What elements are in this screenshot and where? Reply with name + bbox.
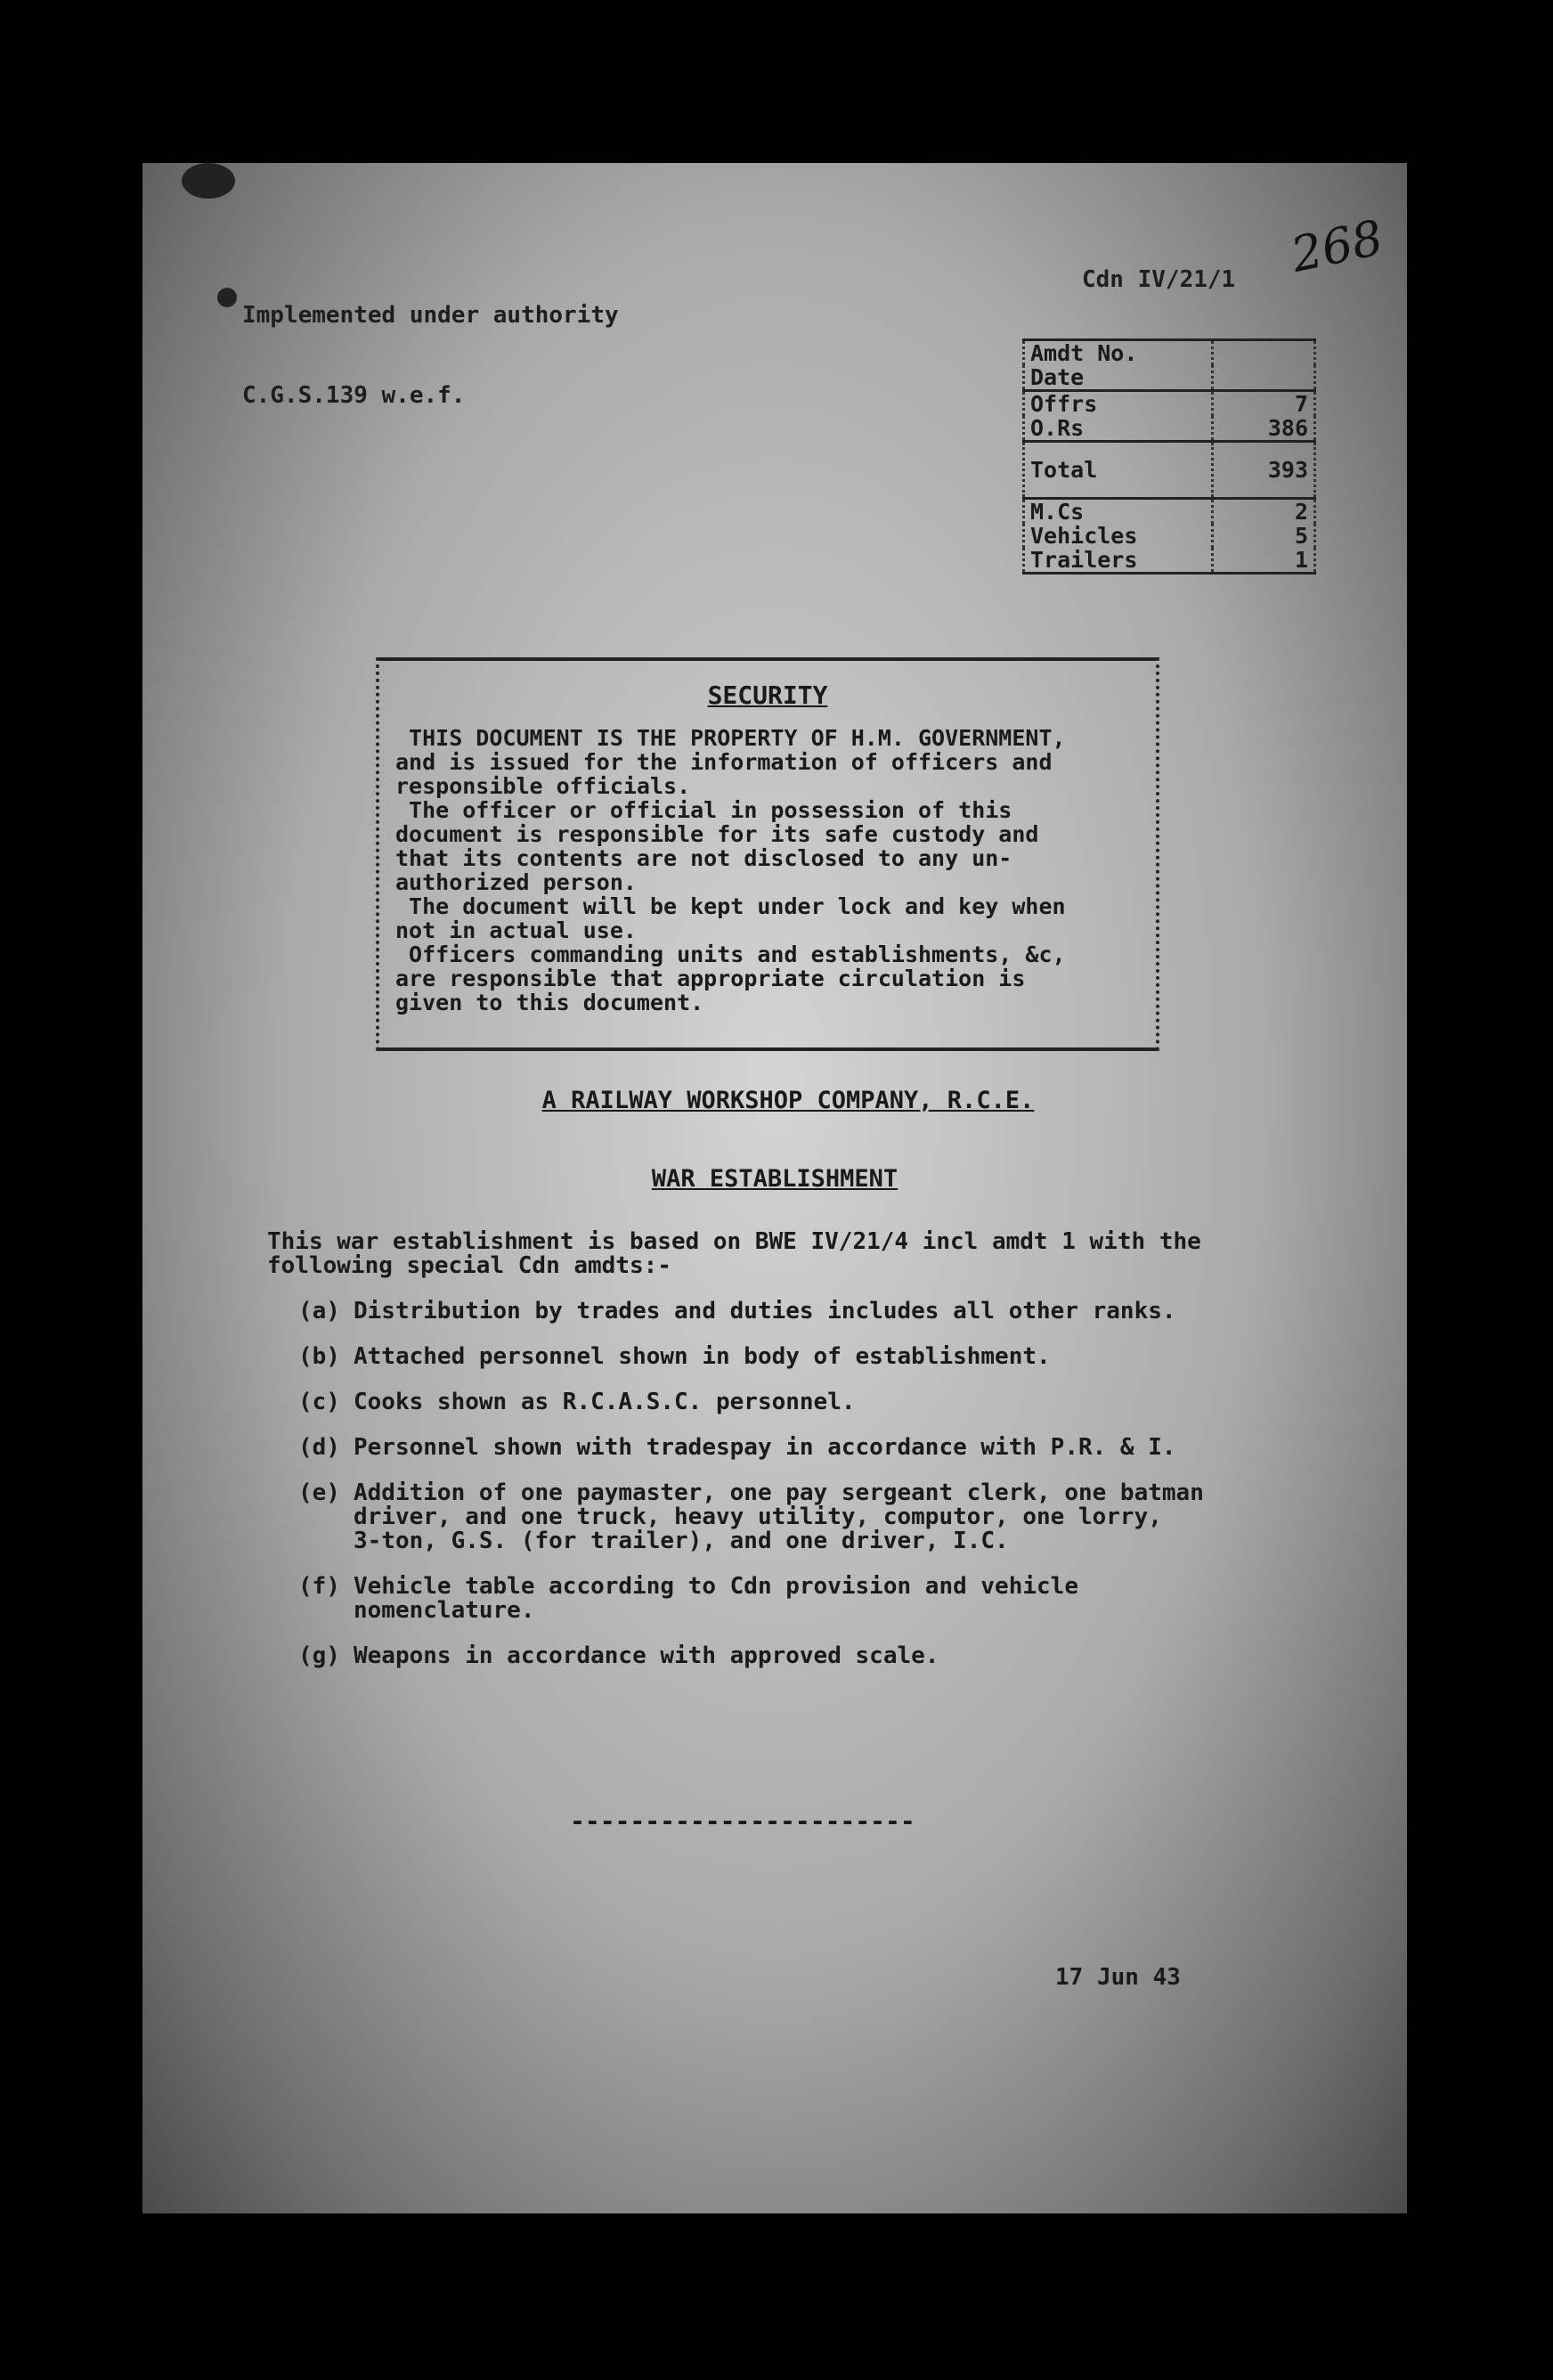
list-item-text: Attached personnel shown in body of establishment.: [354, 1343, 1051, 1370]
list-item: [298, 1300, 1349, 1324]
amendment-value: 5: [1213, 524, 1315, 548]
list-item-label: (f): [298, 1573, 340, 1600]
amendment-table: [1022, 338, 1316, 575]
security-line: Officers commanding units and establishments, &c,: [395, 941, 1066, 967]
ink-stain: [217, 288, 237, 307]
document-reference: Cdn IV/21/1: [1082, 266, 1236, 293]
list-item-label: (c): [298, 1389, 340, 1415]
list-item-label: (d): [298, 1434, 340, 1461]
amendment-row: [1024, 442, 1315, 499]
security-line: THIS DOCUMENT IS THE PROPERTY OF H.M. GOVERNMENT,: [395, 725, 1066, 751]
amendment-row: [1024, 365, 1315, 391]
separator-line: -----------------------: [570, 1806, 915, 1836]
security-line: The officer or official in possession of this: [395, 797, 1012, 823]
document-title: A RAILWAY WORKSHOP COMPANY, R.C.E.: [541, 1087, 1035, 1114]
amendment-label: Total: [1024, 442, 1213, 499]
list-item-label: (e): [298, 1479, 340, 1506]
security-line: given to this document.: [395, 990, 704, 1015]
amendment-label: Vehicles: [1030, 523, 1138, 549]
amendment-label: M.Cs: [1024, 499, 1213, 525]
footer-date: 17 Jun 43: [1055, 1964, 1181, 1991]
list-item-text: Weapons in accordance with approved scale.: [354, 1642, 939, 1669]
list-item: [298, 1481, 1349, 1553]
amendment-value: [1213, 340, 1315, 366]
amendment-value: 1: [1213, 548, 1315, 574]
list-item: [298, 1345, 1349, 1369]
amendment-row: [1024, 416, 1315, 442]
ink-stain: [182, 163, 235, 199]
list-item: [298, 1436, 1349, 1460]
document-page: [142, 163, 1407, 2213]
security-line: The document will be kept under lock and key when: [395, 893, 1066, 919]
amendment-label: O.Rs: [1030, 415, 1085, 441]
amendment-row: [1024, 499, 1315, 525]
list-item-label: (b): [298, 1343, 340, 1370]
security-notice-box: [376, 657, 1159, 1051]
list-item-text: Personnel shown with tradespay in accordance with P.R. & I.: [354, 1434, 1176, 1461]
security-line: are responsible that appropriate circulation is: [395, 966, 1026, 991]
amendment-row: [1024, 524, 1315, 548]
authority-block: [242, 249, 619, 462]
amendment-value: 393: [1213, 442, 1315, 499]
handwritten-folio-number: 268: [1286, 208, 1388, 284]
list-item: [298, 1575, 1349, 1623]
amendment-value: 2: [1213, 499, 1315, 525]
list-item-text: Cooks shown as R.C.A.S.C. personnel.: [354, 1389, 856, 1415]
amendment-list: [298, 1300, 1349, 1690]
amendment-row: [1024, 548, 1315, 574]
security-title: SECURITY: [707, 681, 828, 710]
amendment-label: Date: [1030, 364, 1085, 390]
security-line: not in actual use.: [395, 917, 637, 943]
list-item-text: Addition of one paymaster, one pay sergeant clerk, one batman driver, and one truck, heavy utility, computor, one lorry, 3-ton, G.S. (for trailer), and one driver, I.C.: [354, 1479, 1204, 1554]
list-item-label: (g): [298, 1642, 340, 1669]
amendment-row: [1024, 340, 1315, 366]
list-item: [298, 1390, 1349, 1414]
amendment-row: [1024, 391, 1315, 417]
authority-line-1: Implemented under authority: [242, 302, 619, 329]
amendment-value: 386: [1213, 416, 1315, 442]
amendment-label: Offrs: [1024, 391, 1213, 417]
security-line: document is responsible for its safe custody and: [395, 821, 1039, 847]
intro-paragraph: This war establishment is based on BWE IV/21/4 incl amdt 1 with the following special Cdn amdts:-: [267, 1228, 1201, 1279]
amendment-label: Trailers: [1030, 547, 1138, 573]
security-text: [395, 726, 1140, 1015]
amendment-value: [1213, 365, 1315, 391]
security-line: and is issued for the information of officers and: [395, 749, 1053, 775]
security-line: that its contents are not disclosed to any un-: [395, 845, 1012, 871]
amendment-label: Amdt No.: [1030, 340, 1138, 366]
list-item: [298, 1644, 1349, 1668]
list-item-text: Distribution by trades and duties includes all other ranks.: [354, 1298, 1176, 1324]
security-line: responsible officials.: [395, 773, 691, 799]
list-item-label: (a): [298, 1298, 340, 1324]
authority-line-2: C.G.S.139 w.e.f.: [242, 382, 466, 409]
list-item-text: Vehicle table according to Cdn provision and vehicle nomenclature.: [354, 1573, 1078, 1624]
security-line: authorized person.: [395, 869, 637, 895]
amendment-value: 7: [1213, 391, 1315, 417]
document-subtitle: WAR ESTABLISHMENT: [651, 1165, 898, 1193]
